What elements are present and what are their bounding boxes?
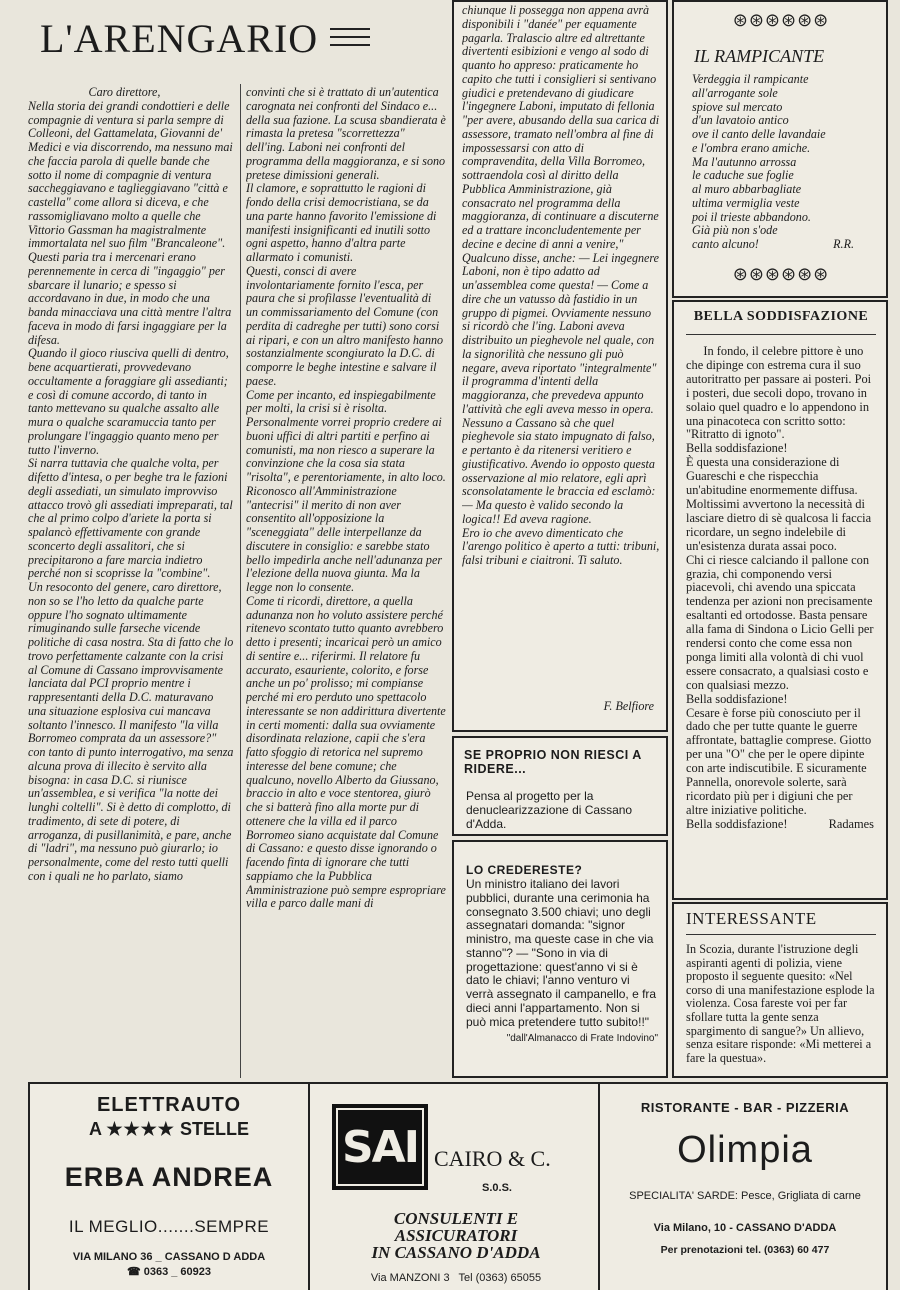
letter-column-1 — [28, 86, 234, 1076]
ad-sai-line1: CONSULENTI E — [393, 1209, 519, 1228]
column-divider — [240, 84, 241, 1078]
ridere-text: Pensa al progetto per la denuclearizzazione di Cassano d'Adda. — [466, 789, 633, 831]
credereste-box — [452, 840, 668, 1078]
article-paragraph: Cesare è forse più conosciuto per il dado che per tutte quante le guerre affrontate, battaglie comprese. Giotto per una "O" che per le opere dipinte con arte indiscutibile. E sicuramente Pannella, onorevole solerte, sarà ricordato più per i digiuni che per altre iniziative politiche. — [686, 705, 872, 817]
ads-row — [28, 1082, 888, 1290]
rampicante-poem — [690, 73, 872, 252]
ridere-title: SE PROPRIO NON RIESCI A RIDERE... — [464, 748, 642, 776]
letter-paragraph: Riconosco all'Amministrazione "antecrisi" il merito di non aver consentito all'opposizione la "sceneggiata" delle interpellanze da discutere in consiglio: e sarebbe stato bello impedirla anche nell'adunanza per l'elezione della nuova giunta. Ma la legge non lo consente. — [246, 483, 443, 594]
credereste-title: LO CREDERESTE? — [466, 863, 583, 877]
ad-elettrauto-line2b: STELLE — [179, 1119, 249, 1139]
poem-line: ove il canto delle lavandaie — [692, 127, 826, 141]
ad-sai-company: CAIRO & C. — [434, 1146, 551, 1171]
letter-paragraph: Personalmente vorrei proprio credere ai buoni uffici di altri partiti e perfino ai comunisti, ma non riesco a superare la convinzione che la cosa sia stata "risolta", e perentoriamente, in alto loco. — [246, 415, 446, 484]
ad-sai-line2: ASSICURATORI — [394, 1226, 518, 1245]
letter-column-2 — [246, 86, 446, 1076]
article-paragraph: Bella soddisfazione! — [686, 816, 788, 831]
ad-sai-address: Via MANZONI 3 Tel (0363) 65055 — [370, 1272, 542, 1284]
poem-line: canto alcuno! — [692, 237, 759, 251]
ad-olimpia-special: SPECIALITA' SARDE: Pesce, Grigliata di carne — [629, 1190, 861, 1202]
ad-olimpia-booking: Per prenotazioni tel. (0363) 60 477 — [660, 1244, 830, 1256]
article-paragraph: Bella soddisfazione! — [686, 691, 788, 706]
article-paragraph: In fondo, il celebre pittore è uno che dipinge con estrema cura il suo autoritratto per passare ai posteri. Poi i posteri, due secoli dopo, trovano in solaio quel quadro e lo appendono in una pinacoteca con scritto sotto: "Ritratto di ignoto". — [686, 344, 872, 442]
masthead-title: L'ARENGARIO — [40, 16, 319, 61]
soddisfazione-text — [686, 345, 876, 832]
credereste-text: Un ministro italiano dei lavori pubblici, durante una cerimonia ha consegnato 3.500 chiavi; uno degli assegnatari domanda: "signor ministro, ma queste case in che via stanno"? — "Sono in via di progettazione: quest'anno vi si è dato le chiavi; l'anno venturo vi verrà assegnato il campanello, e fra dieci anni l'appartamento. Non si può mica pretendere tutto subito!!" — [466, 876, 657, 1029]
poem-line: all'arrogante sole — [692, 85, 778, 100]
credereste-source: "dall'Almanacco di Frate Indovino" — [506, 1032, 658, 1044]
letter-column-3 — [462, 4, 660, 694]
letter-paragraph: Come per incanto, ed inspiegabilmente per molti, la crisi si è risolta. — [246, 387, 436, 416]
ad-elettrauto-line1: ELETTRAUTO — [96, 1094, 242, 1116]
ornament-icon: ⊛⊛⊛⊛⊛⊛ — [732, 10, 830, 30]
poem-line: poi il trieste abbandono. — [692, 209, 811, 224]
ad-elettrauto-phone: 0363 _ 60923 — [143, 1266, 212, 1278]
ad-elettrauto — [30, 1084, 310, 1290]
rampicante-title: IL RAMPICANTE — [694, 46, 825, 66]
letter-signature: F. Belfiore — [603, 699, 654, 713]
ad-olimpia-name: Olimpia — [677, 1129, 813, 1171]
poem-line: Già più non s'ode — [692, 223, 778, 238]
ornament-icon: ⊛⊛⊛⊛⊛⊛ — [732, 263, 830, 284]
ad-olimpia-top: RISTORANTE - BAR - PIZZERIA — [640, 1100, 850, 1115]
letter-paragraph: Un resoconto del genere, caro direttore, non so se l'ho letto da qualche parte oppure l'ho sognato ultimamente rimuginando sulle farseche vicende politiche di casa nostra. Sta di fatto che lo trovo perfettamente calzante con la crisi al Comune di Cassano improvvisamente lanciata dal PCI proprio mentre i rappresentanti della D.C. maturavano una situazione esplosiva cui mancava soltanto l'innesco. Il manifesto "la villa Borromeo comprata da un assessore?" con tanto di punto interrogativo, ma senza alcuna prova di illecito è servito alla bisogna: in casa D.C. si riunisce un'assemblea, e si verifica "la notte dei lunghi coltelli". Si è detto di complotto, di tradimento, di sete di potere, di arroganza, di pusillanimità, e pare, anche di "ladri", ma nessuno può giurarlo; io personalmente, come del resto tutti quelli con i quali ne ho parlato, siamo — [28, 580, 234, 883]
ad-elettrauto-name: ERBA ANDREA — [64, 1162, 274, 1192]
article-paragraph: Chi ci riesce calciando il pallone con grazia, chi componendo versi piacevoli, chi avendo una spiccata tendenza per azioni non precisamente esaltanti ed ortodosse. Basta pensare alla fama di Sindona o Licio Gelli per rendersi conto che come essa non ponga limiti alla volontà di chi vuol essere consacrato, a qualsiasi costo e con qualsiasi mezzo. — [686, 552, 874, 692]
poem-line: spiove sul mercato — [692, 99, 783, 114]
letter-paragraph: chiunque li possegga non appena avrà disponibili i "danée" per equamente pagarla. Tralascio altre ed altrettante divertenti esibizioni e vengo al sodo di quanto ho appreso: praticamente ho capito che tutti i consiglieri si sentivano giudici e pretendevano di giudicare l'ingegnere Laboni, imputato di fellonia "per avere, abusando della sua carica di assessore, tramato nell'ombra al fine di impossessarsi con atto di compravendita, della Villa Borromeo, sottraendola così al diritto della Pubblica Amministrazione, già consacrato nel programma della maggioranza, di continuare a discuterne ed a trattare inconcludentemente per decine e decine di anni a venire," — [462, 4, 660, 251]
letter-greeting: Caro direttore, — [88, 86, 161, 99]
poem-line: ultima vermiglia veste — [692, 195, 800, 210]
ad-elettrauto-address: VIA MILANO 36 _ CASSANO D ADDA — [72, 1251, 266, 1263]
letter-paragraph: Questi, consci di avere involontariamente fornito l'esca, per paura che si profilasse l'eventualità di un commissariamento del Comune (con perdita di cadreghe per tutti) sono corsi ai ripari, e con un altro manifesto hanno sostanzialmente scongiurato la D.C. di comporre le beghe intestine e salvare il paese. — [246, 263, 444, 388]
poem-line: al muro abbarbagliate — [692, 182, 802, 196]
rampicante-signature: R.R. — [833, 237, 854, 251]
star-icon: ★★★★ — [106, 1119, 175, 1139]
ad-sai — [312, 1084, 600, 1290]
letter-paragraph: Quando il gioco riusciva quelli di dentro, bene acquartierati, provvedevano occultamente a foraggiare gli assedianti; e così di comune accordo, di tanto in tanto mettevano su qualche assalto alle mura o qualche scaramuccia tanto per prolungare l'ingaggio quanto meno per tutto l'inverno. — [28, 346, 229, 457]
rampicante-box — [672, 0, 888, 298]
article-paragraph: Bella soddisfazione! — [686, 441, 788, 456]
masthead-rules — [330, 28, 370, 46]
ad-sai-line3: IN CASSANO D'ADDA — [371, 1243, 541, 1262]
interessante-box — [672, 902, 888, 1078]
poem-line: d'un lavatoio antico — [692, 113, 789, 128]
poem-line: le caduche sue foglie — [692, 168, 794, 183]
poem-line: e l'ombra erano amiche. — [692, 140, 811, 155]
letter-paragraph: Si narra tuttavia che qualche volta, per difetto d'intesa, o per beghe tra le fazioni degli assediati, un simulato improvviso attacco trovò gli assediati impreparati, tal che al primo colpo d'ariete la porta si spalancò effettivamente con grande sconcerto degli assalitori, che si precipitarono a fare marcia indietro perché non si scoprisse la "combine". — [28, 456, 233, 581]
phone-icon: ☎ — [126, 1266, 141, 1278]
letter-paragraph: Qualcuno disse, anche: — Lei ingegnere Laboni, non è tipo adatto ad un'assemblea come questa! — Come a dire che un vatusso dà fastidio in un gruppo di pigmei. Ovviamente nessuno si ricordò che l'ing. Laboni aveva distribuito un pieghevole nel quale, con la signorilità che nessuno gli può negare, aveva riportato "integralmente" il programma d'intenti della maggioranza, che prevedeva appunto l'attività che egli aveva messo in opera. Nessuno a Cassano sà che quel pieghevole sia stato impugnato di falso, e pertanto è da ritenersi veritiero e giustificativo. Avendo io opposto questa osservazione al mio relatore, egli aprì sconsolatamente le braccia ed esclamò: — Ma questo è valido secondo la logica!! Ed aveva ragione. — [462, 250, 660, 526]
soddisfazione-signature: Radames — [828, 816, 874, 831]
ridere-box — [452, 736, 668, 836]
sai-logo-inner: SAI — [338, 1110, 422, 1184]
ad-olimpia — [602, 1084, 888, 1290]
ad-elettrauto-slogan: IL MEGLIO.......SEMPRE — [68, 1217, 270, 1236]
poem-line: Verdeggia il rampicante — [692, 72, 809, 86]
ad-sai-sub: S.0.S. — [482, 1182, 512, 1194]
ad-elettrauto-line2a: A — [89, 1119, 102, 1139]
letter-paragraph: Il clamore, e soprattutto le ragioni di fondo della crisi democristiana, se da una parte hanno favorito l'emissione di manifesti insignificanti ed inutili sotto ogni aspetto, hanno d'altra parte allarmato i comunisti. — [246, 181, 437, 264]
poem-line: Ma l'autunno arrossa — [692, 154, 797, 169]
letter-paragraph: Questi paria tra i mercenari erano perennemente in cerca di "ingaggio" per sbarcare il lunario; e spesso si accordavano in due, in modo che una banda minacciava una città mentre l'altra faceva in modo di farsi ingaggiare per la difesa. — [28, 250, 232, 347]
soddisfazione-title: BELLA SODDISFAZIONE — [693, 309, 869, 324]
letter-paragraph: Ero io che avevo dimenticato che l'arengo politico è aperto a tutti: tribuni, falsi tribuni e ciaitroni. Ti saluto. — [462, 525, 660, 567]
article-paragraph: È questa una considerazione di Guareschi e che rispecchia un'abitudine enormemente diffusa. Moltissimi avvertono la necessità di lasciare dietro di sè qualcosa li faccia ricordare, un segno indelebile di un'esistenza durata assai poco. — [686, 455, 872, 553]
sai-logo — [332, 1104, 428, 1190]
masthead — [40, 14, 440, 66]
letter-paragraph: Nella storia dei grandi condottieri e delle compagnie di ventura si parla sempre di Colleoni, del Gattamelata, Giovanni de' Medici e via discorrendo, ma nessuno mai che faccia parola di quelle bande che sotto il nome di compagnie di ventura saccheggiavano e taglieggiavano "città e castella" come allora si diceva, e che rassomigliavano molto a quelle che Vittorio Gassman ha magistralmente immortalata nel suo film "Brancaleone". — [28, 98, 233, 251]
letter-paragraph: convinti che si è trattato di un'autentica carognata nei confronti del Sindaco e... della sua fazione. La scusa sbandierata è rimasta la pretesa "scorrettezza" dell'ing. Laboni nei confronti del programma della maggioranza, e si sono pretese dimissioni generali. — [246, 86, 446, 182]
ad-olimpia-address: Via Milano, 10 - CASSANO D'ADDA — [653, 1222, 837, 1234]
letter-paragraph: Come ti ricordi, direttore, a quella adunanza non ho voluto assistere perché ritenevo scontato tutto quanto avrebbero detto i presenti; incaricai però un amico di sentire e... riferirmi. Il relatore fu accurato, esauriente, colorito, e forse anche un po' prolisso; mi compianse perché mi ero perduto uno spettacolo interessante se non addirittura divertente in certi momenti: dalla sua ovviamente disordinata relazione, capii che s'era fatto sfoggio di retorica nel supremo interesse del bene comune; che qualcuno, novello Alberto da Giussano, braccio in alto e voce stentorea, giurò che si batterà fino alla morte pur di ottenere che la villa ed il parco Borromeo siano acquistate dal Comune di Cassano: e questo disse ignorando o facendo finta di ignorare che tutti sappiamo che la Pubblica Amministrazione può sempre espropriare villa e parco dalle mani di — [246, 593, 446, 911]
soddisfazione-box — [672, 300, 888, 900]
interessante-title: INTERESSANTE — [686, 909, 817, 928]
interessante-text: In Scozia, durante l'istruzione degli aspiranti agenti di polizia, viene proposto il seguente quesito: «Nel corso di una manifestazione esplode la violenza. Cosa fareste voi per far sfollare tutta la gente senza spargimento di sangue?» Un allievo, senza esitare risponde: «Mi metterei a fare la questua». — [686, 942, 875, 1065]
